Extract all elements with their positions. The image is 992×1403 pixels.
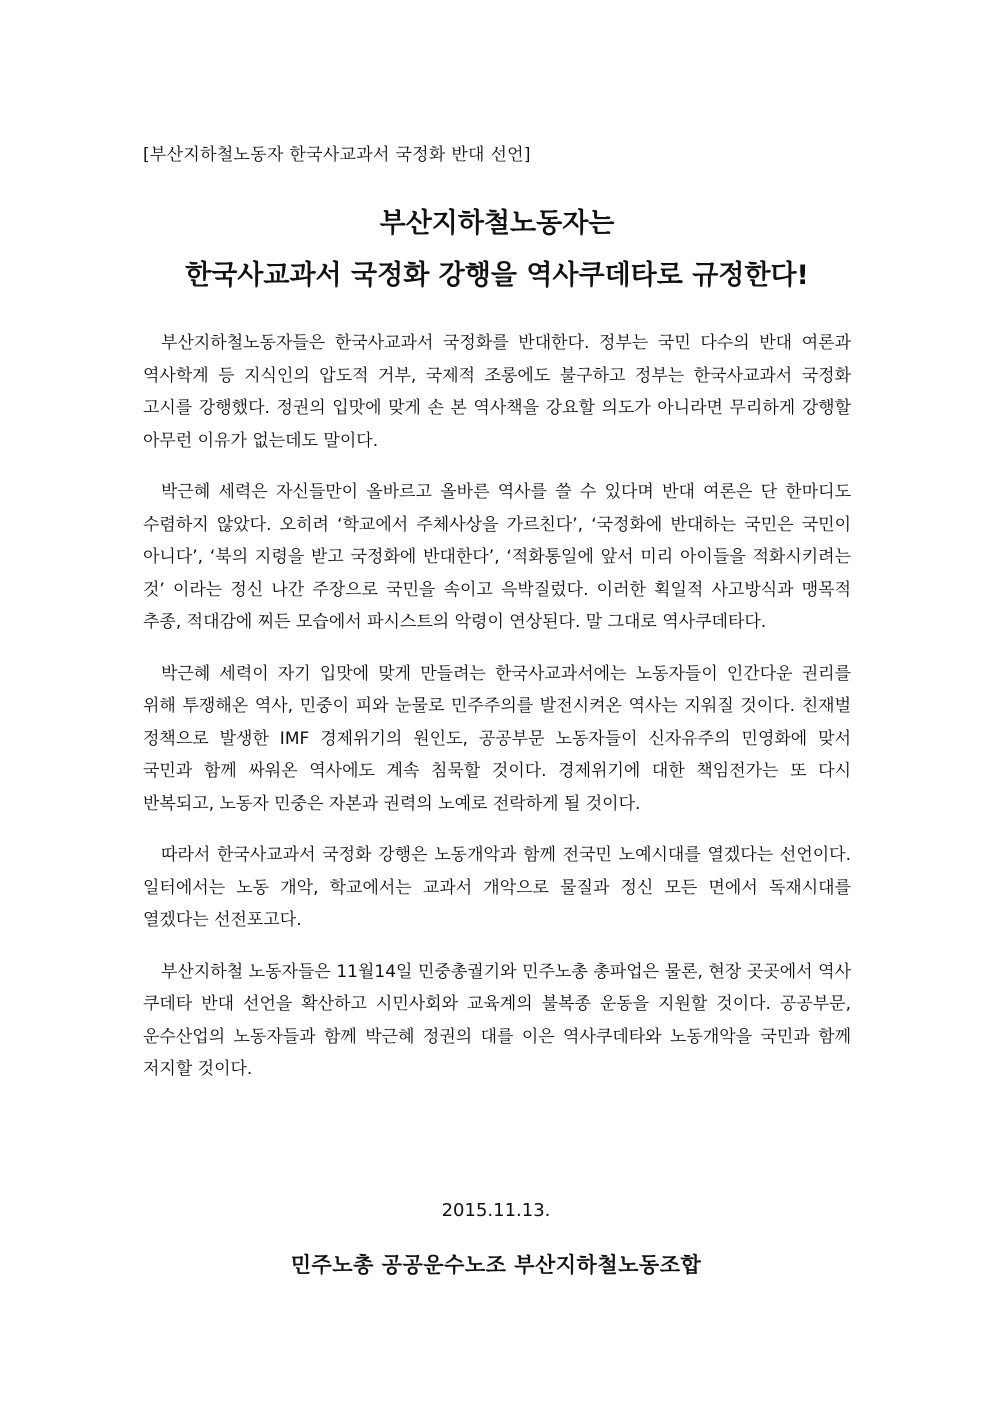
declaration-date: 2015.11.13. — [441, 1200, 551, 1221]
title-line-2: 한국사교과서 국정화 강행을 역사쿠데타로 규정한다! — [185, 260, 809, 291]
declaration-body — [143, 327, 851, 1105]
declaration-tag: [부산지하철노동자 한국사교과서 국정화 반대 선언] — [143, 145, 531, 165]
paragraph-1: 부산지하철노동자들은 한국사교과서 국정화를 반대한다. 정부는 국민 다수의 반대 여론과 역사학계 등 지식인의 압도적 거부, 국제적 조롱에도 불구하고 정부는 한국사교과서 국정화 고시를 강행했다. 정권의 입맛에 맞게 손 본 역사책을 강요할 의도가 아니라면 무리하게 강행할 아무런 이유가 없는데도 말이다. — [143, 333, 851, 451]
paragraph-2: 박근혜 세력은 자신들만이 올바르고 올바른 역사를 쓸 수 있다며 반대 여론은 단 한마디도 수렴하지 않았다. 오히려 ‘학교에서 주체사상을 가르친다’, ‘국정화에 반대하는 국민은 국민이 아니다’, ‘북의 지령을 받고 국정화에 반대한다’, ‘적화통일에 앞서 미리 아이들을 적화시키려는 것’ 이라는 정신 나간 주장으로 국민을 속이고 윽박질렀다. 이러한 획일적 사고방식과 맹목적 추종, 적대감에 찌든 모습에서 파시스트의 악령이 연상된다. 말 그대로 역사쿠데타다. — [143, 482, 851, 632]
paragraph-3: 박근혜 세력이 자기 입맛에 맞게 만들려는 한국사교과서에는 노동자들이 인간다운 권리를 위해 투쟁해온 역사, 민중이 피와 눈물로 민주주의를 발전시켜온 역사는 지워질 것이다. 친재벌 정책으로 발생한 IMF 경제위기의 원인도, 공공부문 노동자들이 신자유주의 민영화에 맞서 국민과 함께 싸워온 역사에도 계속 침묵할 것이다. 경제위기에 대한 책임전가는 또 다시 반복되고, 노동자 민중은 자본과 권력의 노예로 전락하게 될 것이다. — [143, 663, 851, 814]
title-line-1: 부산지하철노동자는 — [379, 208, 615, 239]
paragraph-4: 따라서 한국사교과서 국정화 강행은 노동개악과 함께 전국민 노예시대를 열겠다는 선언이다. 일터에서는 노동 개악, 학교에서는 교과서 개악으로 물질과 정신 모든 면에서 독재시대를 열겠다는 선전포고다. — [143, 845, 851, 930]
paragraph-5: 부산지하철 노동자들은 11월14일 민중총궐기와 민주노총 총파업은 물론, 현장 곳곳에서 역사 쿠데타 반대 선언을 확산하고 시민사회와 교육계의 불복종 운동을 지원할 것이다. 공공부문, 운수산업의 노동자들과 함께 박근혜 정권의 대를 이은 역사쿠데타와 노동개악을 국민과 함께 저지할 것이다. — [143, 961, 851, 1079]
union-signature: 민주노총 공공운수노조 부산지하철노동조합 — [290, 1253, 702, 1277]
